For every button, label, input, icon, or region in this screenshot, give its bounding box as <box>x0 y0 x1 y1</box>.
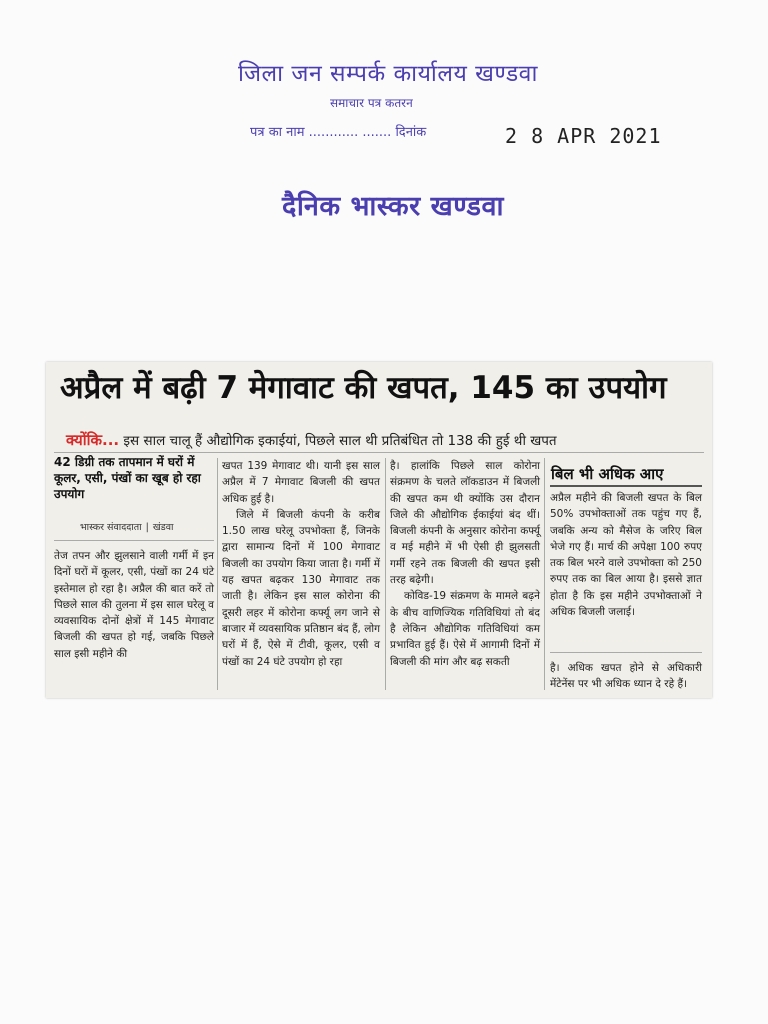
article-column-5: है। अधिक खपत होने से अधिकारी मेंटेनेंस पर भी अधिक ध्यान दे रहे हैं। <box>550 662 702 691</box>
stamp-subtitle: समाचार पत्र कतरन <box>330 96 413 110</box>
byline-place: खंडवा <box>152 522 174 533</box>
article-deck: 42 डिग्री तक तापमान में घरों में कूलर, एसी, पंखों का खूब हो रहा उपयोग <box>54 455 201 501</box>
stamp-date: 2 8 APR 2021 <box>505 124 662 148</box>
divider <box>54 452 704 453</box>
article-subhead <box>66 430 557 450</box>
stamp-paper-label: पत्र का नाम ............ ....... दिनांक <box>250 125 427 140</box>
column-rule <box>385 458 386 690</box>
divider <box>550 652 702 653</box>
byline-source: भास्कर संवाददाता <box>80 522 142 533</box>
article-byline: भास्कर संवाददाता | खंडवा <box>80 522 174 533</box>
box-heading: बिल भी अधिक आए <box>551 465 664 483</box>
article-headline: अप्रैल में बढ़ी 7 मेगावाट की खपत, 145 का उपयोग <box>60 370 667 406</box>
article-column-2: खपत 139 मेगावाट थी। यानी इस साल अप्रैल में 7 मेगावाट बिजली की खपत अधिक हुई है। जिले में बिजली कंपनी के करीब 1.50 लाख घरेलू उपभोक्ता हैं, जिनके द्वारा सामान्य दिनों में 100 मेगावाट बिजली का उपयोग किया जाता है। गर्मी में यह खपत बढ़कर 130 मेगावाट तक जाती है। लेकिन इस साल कोरोना की दूसरी लहर में कोरोना कर्फ्यू लग जाने से बाजार में व्यवसायिक प्रतिष्ठान बंद हैं, लोग घरों में हैं, ऐसे में टीवी, कूलर, एसी व पंखों का 24 घंटे उपयोग हो रहा <box>222 460 380 668</box>
newspaper-clipping <box>46 362 712 698</box>
article-column-3: है। हालांकि पिछले साल कोरोना संक्रमण के चलते लॉकडाउन में बिजली की खपत कम थी क्योंकि उस दौरान जिले की औद्योगिक ईकाईयां बंद थीं। बिजली कंपनी के अनुसार कोरोना कर्फ्यू व मई महीने में भी ऐसी ही झुलसती गर्मी रहने तक बिजली की खपत इसी तरह बढ़ेगी। कोविड-19 संक्रमण के मामले बढ़ने के बीच वाणिज्यिक गतिविधियां तो बंद है लेकिन औद्योगिक गतिविधियां कम प्रभावित हुई हैं। ऐसे में आगामी दिनों में बिजली की मांग और बढ़ सकती <box>390 460 540 668</box>
column-rule <box>544 458 545 690</box>
subhead-prefix: क्योंकि... <box>66 431 120 449</box>
divider <box>54 540 214 541</box>
stamp-office-name: जिला जन सम्पर्क कार्यालय खण्डवा <box>238 61 538 87</box>
box-heading-rule <box>550 485 702 487</box>
column-rule <box>217 458 218 690</box>
stamp-paper-name: दैनिक भास्कर खण्डवा <box>282 191 504 222</box>
article-column-1: तेज तपन और झुलसाने वाली गर्मी में इन दिनों घरों में कूलर, एसी, पंखों का 24 घंटे इस्तेमाल हो रहा है। अप्रैल की बात करें तो पिछले साल की तुलना में इस साल घरेलू व व्यवसायिक दोनों क्षेत्रों में 145 मेगावाट बिजली की खपत हो गई, जबकि पिछले साल इसी महीने की <box>54 550 214 660</box>
subhead-text: इस साल चालू हैं औद्योगिक इकाईयां, पिछले साल थी प्रतिबंधित तो 138 की हुई थी खपत <box>123 433 557 449</box>
article-column-4: अप्रैल महीने की बिजली खपत के बिल 50% उपभोक्ताओं तक पहुंच गए हैं, जबकि अन्य को मैसेज के जरिए बिल भेजे गए हैं। मार्च की अपेक्षा 100 रुपए तक बिल भरने वाले उपभोक्ता को 250 रुपए तक का बिल आया है। इससे ज्ञात होता है कि इस महीने उपभोक्ताओं ने अधिक बिजली जलाई। <box>550 492 702 619</box>
